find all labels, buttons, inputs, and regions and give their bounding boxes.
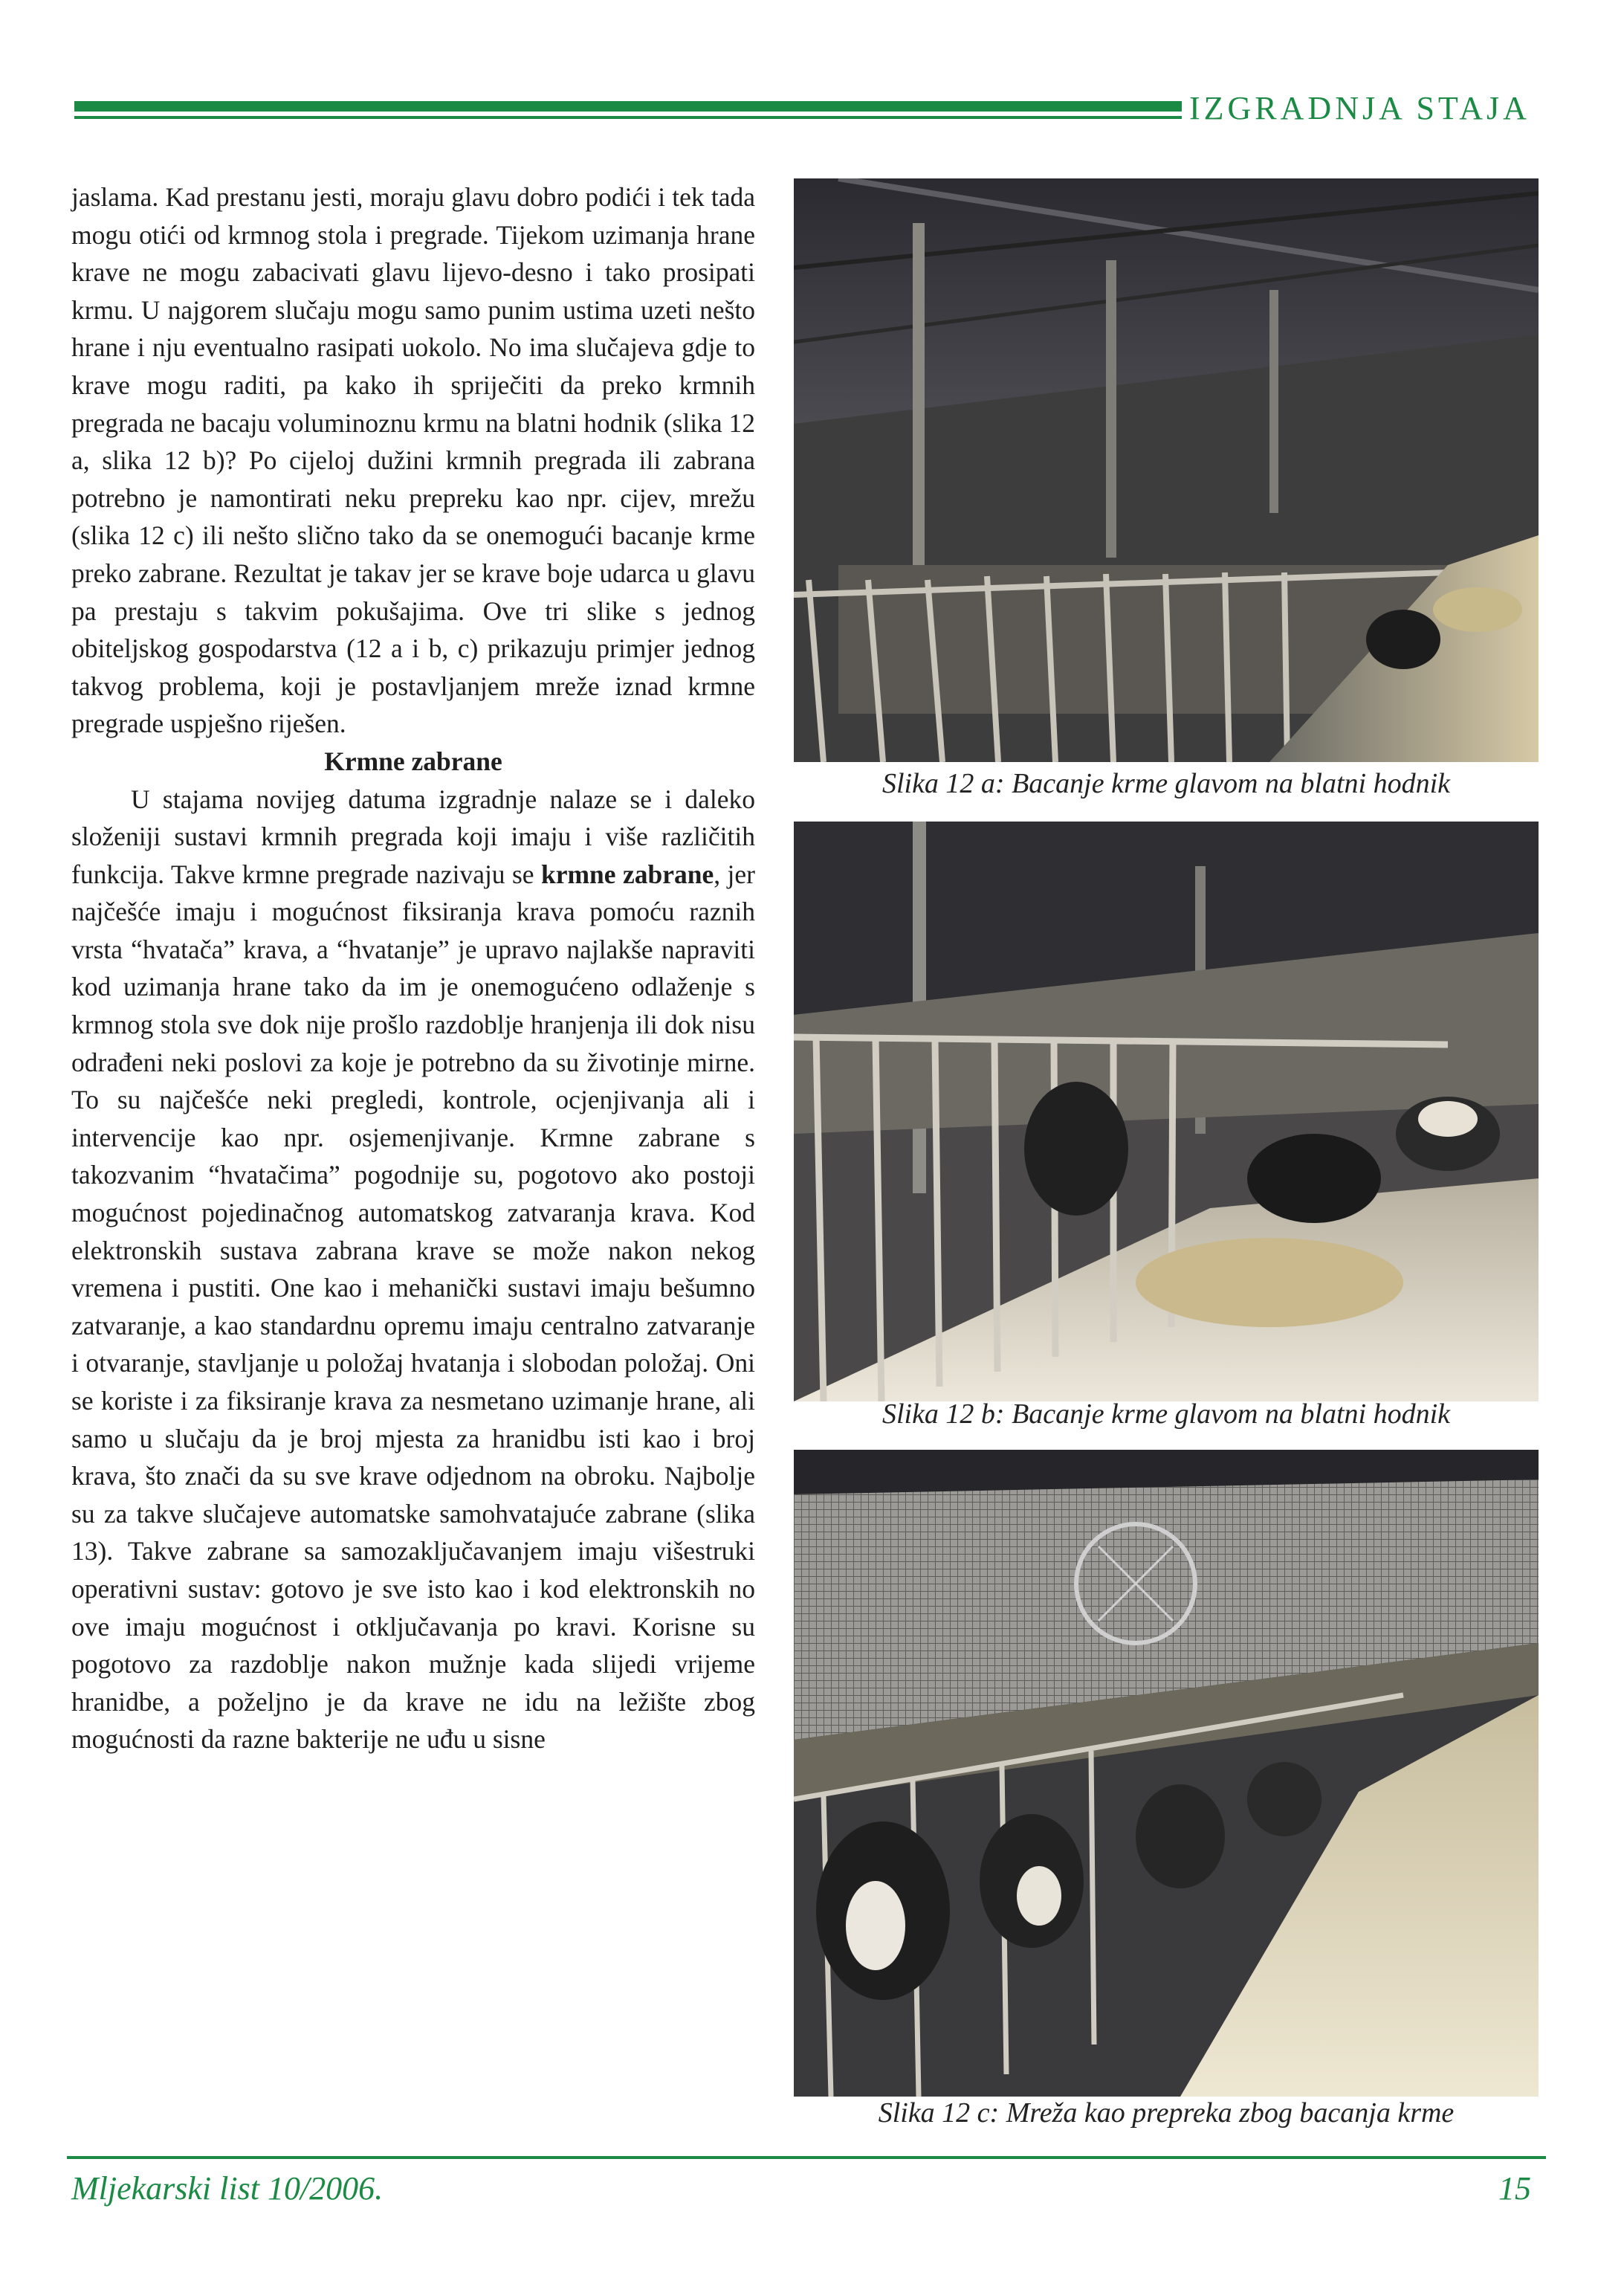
photo-12c bbox=[794, 1450, 1539, 2097]
header-rule bbox=[74, 101, 1182, 119]
paragraph-2-text-a: U stajama novijeg datuma izgradnje nalaze se i daleko složeniji sustavi krmnih pregrada koji imaju i više različitih funkcija. Takve krmne pregrade nazivaju se bbox=[71, 784, 755, 889]
paragraph-2-bold-term: krmne zabrane bbox=[540, 859, 714, 889]
paragraph-1: jaslama. Kad prestanu jesti, moraju glavu dobro podići i tek tada mogu otići od krmnog stola i pregrade. Tijekom uzimanja hrane krave ne mogu zabacivati glavu lijevo-desno i tako prosipati krmu. U najgorem slučaju mogu samo punim ustima uzeti nešto hrane i nju eventualno rasipati uokolo. No ima slučajeva gdje to krave mogu raditi, pa kako ih spriječiti da preko krmnih pregrada ne bacaju voluminoznu krmu na blatni hodnik (slika 12 a, slika 12 b)? Po cijeloj dužini krmnih pregrada ili zabrana potrebno je namontirati neku prepreku kao npr. cijev, mrežu (slika 12 c) ili nešto slično tako da se onemogući bacanje krme preko zabrane. Rezultat je takav jer se krave boje udarca u glavu pa prestaju s takvim pokušajima. Ove tri slike s jednog obiteljskog gospodarstva (12 a i b, c) prikazuju primjer jednog takvog problema, koji je postavljanjem mreže iznad krmne pregrade uspješno riješen. bbox=[71, 182, 755, 739]
photo-12b bbox=[794, 822, 1539, 1401]
paragraph-2-text-b: , jer najčešće imaju i mogućnost fiksiranja krava pomoću raznih vrsta “hvatača” krava, a “hvatanje” je upravo najlakše napraviti kod uzimanja hrane tako da im je onemogućeno odlaženje s krmnog stola sve dok nije prošlo razdoblje hranjenja ili dok nisu odrađeni neki poslovi za koje je potrebno da su životinje mirne. To su najčešće neki pregledi, kontrole, ocjenjivanja ali i intervencije kao npr. osjemenjivanje. Krmne zabrane s takozvanim “hvatačima” pogodnije su, pogotovo ako postoji mogućnost pojedinačnog automatskog zatvaranja krava. Kod elektronskih sustava zabrana krave se može nakon nekog vremena i pustiti. One kao i mehanički sustavi imaju bešumno zatvaranje, a kao standardnu opremu imaju centralno zatvaranje i otvaranje, stavljanje u položaj hvatanja i slobodan položaj. Oni se koriste i za fiksiranje krava za nesmetano uzimanje hrane, ali samo u slučaju da je broj mjesta za hranidbu isti kao i broj krava, što znači da su sve krave odjednom na obroku. Najbolje su za takve slučajeve automatske samohvatajuće zabrane (slika 13). Takve zabrane sa samozaključavanjem imaju višestruki operativni sustav: gotovo je sve isto kao i kod elektronskih no ove imaju mogućnost i otključavanja po kravi. Korisne su pogotovo za razdoblje nakon mužnje kada slijedi vrijeme hranidbe, a poželjno je da krave ne idu na ležište zbog mogućnosti da razne bakterije ne uđu u sisne bbox=[71, 859, 755, 1755]
subheading: Krmne zabrane bbox=[324, 746, 502, 776]
caption-12c: Slika 12 c: Mreža kao prepreka zbog bacanja krme bbox=[878, 2097, 1455, 2129]
caption-12b: Slika 12 b: Bacanje krme glavom na blatni hodnik bbox=[881, 1398, 1451, 1430]
caption-12a: Slika 12 a: Bacanje krme glavom na blatni hodnik bbox=[881, 768, 1451, 799]
paragraph-2 bbox=[71, 781, 755, 1758]
photo-12a bbox=[794, 178, 1539, 762]
journal-name: Mljekarski list 10/2006. bbox=[71, 2170, 384, 2207]
footer-rule bbox=[67, 2156, 1546, 2159]
body-column bbox=[71, 178, 755, 1758]
page-number: 15 bbox=[1498, 2170, 1531, 2207]
section-title: IZGRADNJA STAJA bbox=[1189, 90, 1530, 126]
